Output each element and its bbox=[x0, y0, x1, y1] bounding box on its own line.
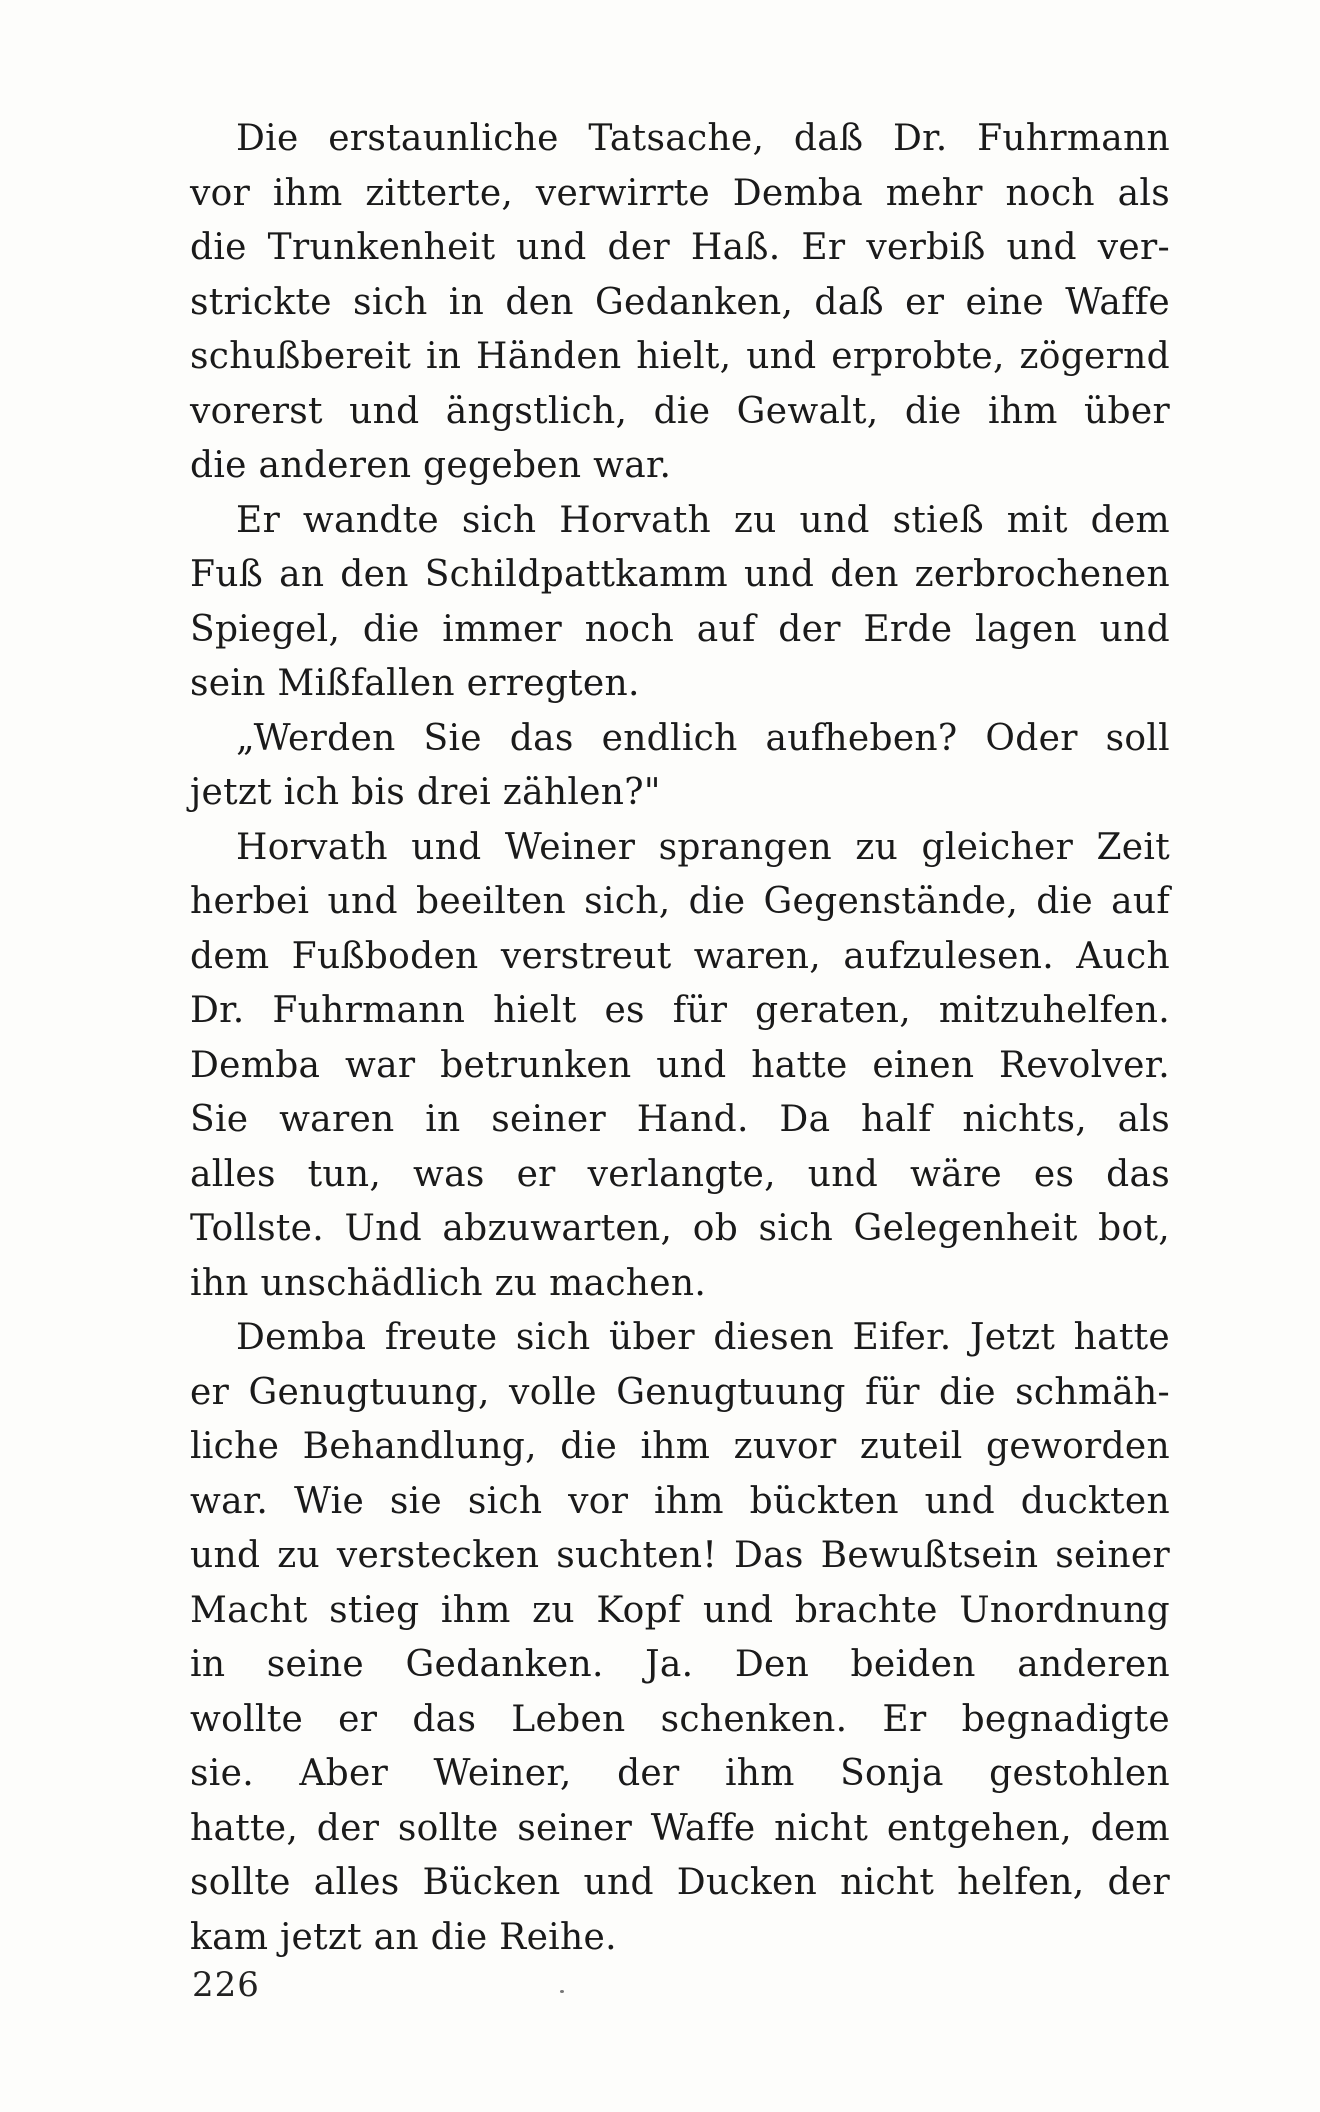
text-line: Demba freute sich über diesen Eifer. Jetzt hatte bbox=[236, 1317, 1170, 1358]
text-line: Er wandte sich Horvath zu und stieß mit dem bbox=[236, 499, 1170, 541]
text-line: und zu verstecken suchten! Das Bewußtsein seiner bbox=[190, 1535, 1170, 1576]
text-line: Fuß an den Schildpattkamm und den zerbrochenen bbox=[190, 554, 1170, 595]
text-line: Horvath und Weiner sprangen zu gleicher Zeit bbox=[236, 826, 1170, 868]
text-line: hatte, der sollte seiner Waffe nicht entgehen, dem bbox=[190, 1807, 1170, 1849]
text-line: war. Wie sie sich vor ihm bückten und duckten bbox=[190, 1480, 1170, 1522]
text-line: Spiegel, die immer noch auf der Erde lagen und bbox=[190, 608, 1170, 650]
text-line: „Werden Sie das endlich aufheben? Oder soll bbox=[236, 717, 1170, 759]
text-line: Tollste. Und abzuwarten, ob sich Gelegenheit bot, bbox=[190, 1208, 1170, 1249]
body-text bbox=[190, 112, 1170, 1965]
page-number: 226 bbox=[192, 1965, 260, 2005]
text-line: alles tun, was er verlangte, und wäre es das bbox=[190, 1153, 1170, 1195]
text-line: ihn unschädlich zu machen. bbox=[190, 1262, 707, 1304]
text-line: die anderen gegeben war. bbox=[190, 445, 672, 486]
text-line: Macht stieg ihm zu Kopf und brachte Unordnung bbox=[190, 1589, 1170, 1631]
text-line: die Trunkenheit und der Haß. Er verbiß und ver- bbox=[190, 227, 1170, 268]
text-line: wollte er das Leben schenken. Er begnadigte bbox=[190, 1698, 1170, 1740]
print-speck bbox=[560, 1990, 564, 1993]
text-line: jetzt ich bis drei zählen?" bbox=[190, 772, 661, 813]
text-line: Die erstaunliche Tatsache, daß Dr. Fuhrmann bbox=[236, 118, 1170, 159]
text-line: in seine Gedanken. Ja. Den beiden anderen bbox=[190, 1644, 1170, 1685]
text-line: vorerst und ängstlich, die Gewalt, die ihm über bbox=[190, 390, 1170, 432]
text-line: liche Behandlung, die ihm zuvor zuteil geworden bbox=[190, 1426, 1170, 1467]
text-line: strickte sich in den Gedanken, daß er eine Waffe bbox=[190, 281, 1170, 323]
text-line: Demba war betrunken und hatte einen Revolver. bbox=[190, 1044, 1170, 1086]
text-line: sein Mißfallen erregten. bbox=[190, 663, 640, 704]
text-line: sollte alles Bücken und Ducken nicht helfen, der bbox=[190, 1862, 1170, 1903]
text-line: herbei und beeilten sich, die Gegenstände, die auf bbox=[190, 881, 1170, 922]
text-line: er Genugtuung, volle Genugtuung für die schmäh- bbox=[190, 1371, 1170, 1413]
text-line: dem Fußboden verstreut waren, aufzulesen. Auch bbox=[190, 935, 1170, 977]
text-line: schußbereit in Händen hielt, und erprobte, zögernd bbox=[190, 336, 1170, 377]
text-line: vor ihm zitterte, verwirrte Demba mehr noch als bbox=[190, 172, 1170, 214]
text-line: sie. Aber Weiner, der ihm Sonja gestohlen bbox=[190, 1753, 1170, 1794]
text-line: Sie waren in seiner Hand. Da half nichts, als bbox=[190, 1099, 1170, 1140]
text-line: kam jetzt an die Reihe. bbox=[190, 1916, 617, 1958]
text-line: Dr. Fuhrmann hielt es für geraten, mitzuhelfen. bbox=[190, 990, 1170, 1031]
